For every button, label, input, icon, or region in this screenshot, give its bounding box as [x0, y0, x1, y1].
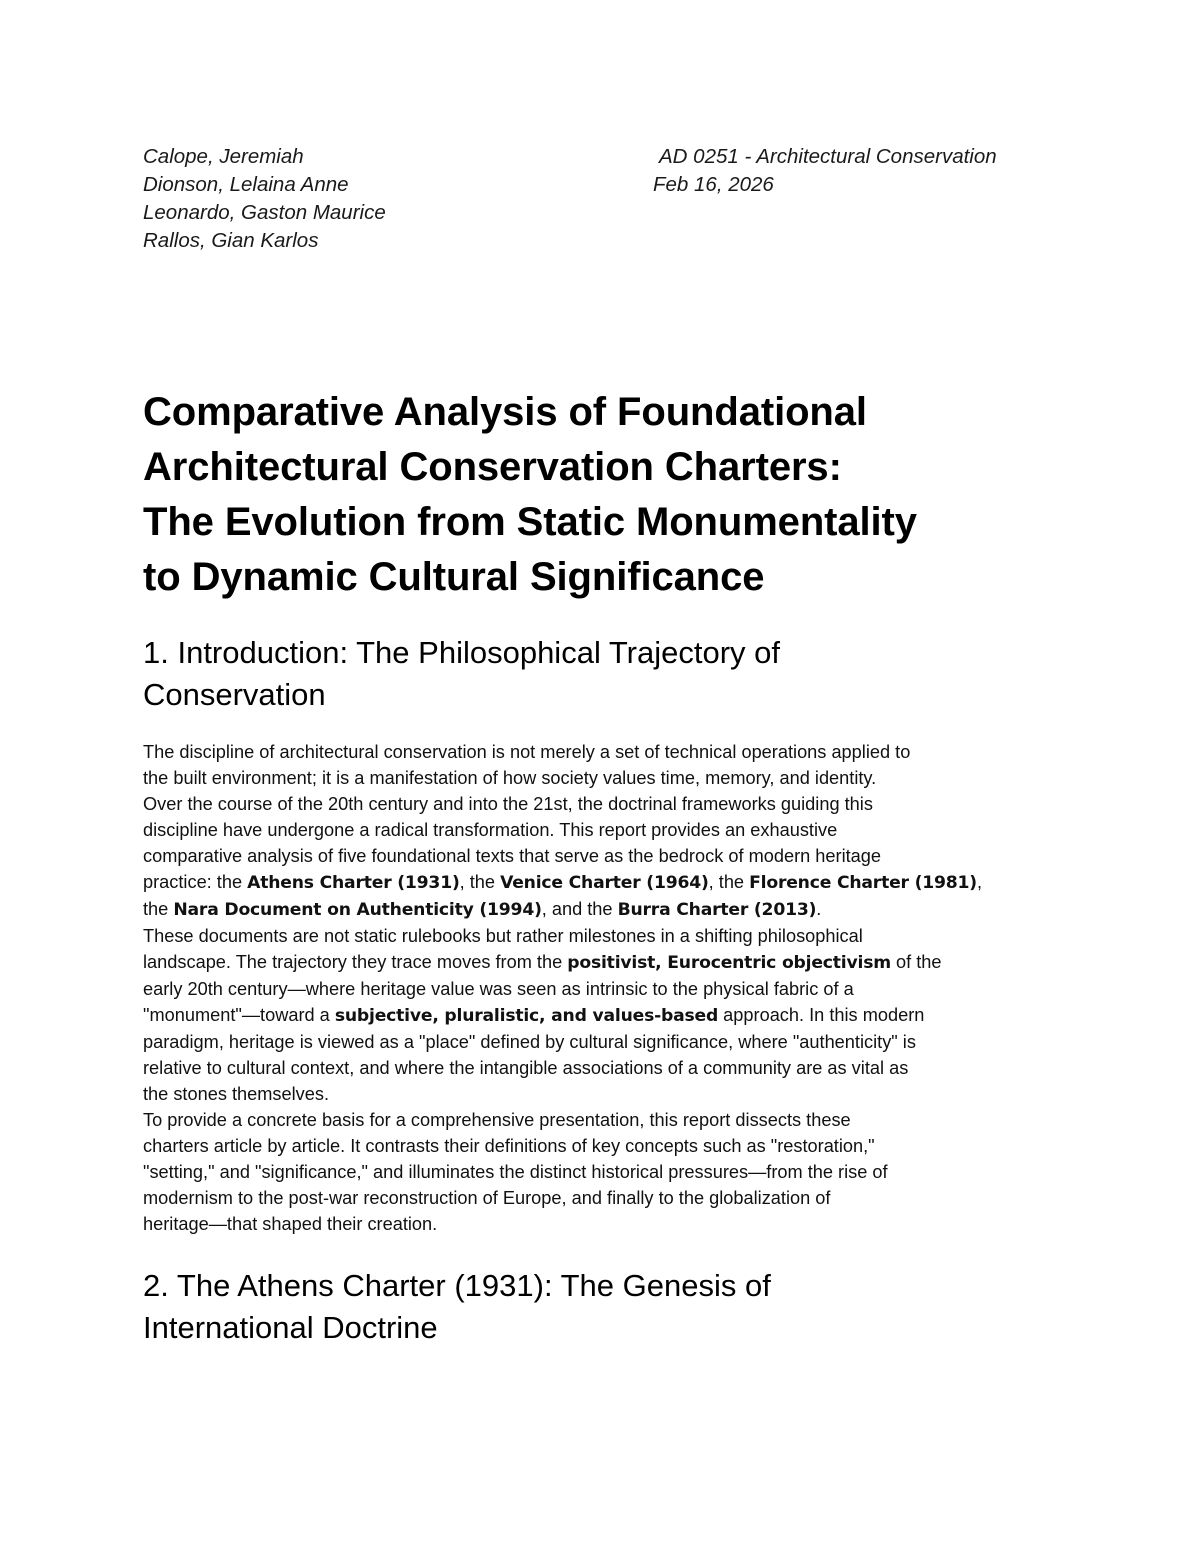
text-line: heritage—that shaped their creation. [143, 1214, 438, 1234]
paragraph [143, 923, 1103, 1107]
text-run: , [976, 872, 983, 892]
charter-name: Venice Charter (1964) [500, 873, 709, 893]
text-line: modernism to the post-war reconstruction of Europe, and finally to the globalization of [143, 1188, 831, 1208]
text-line: paradigm, heritage is viewed as a "place" defined by cultural significance, where "authenticity" is [143, 1032, 916, 1052]
paragraph [143, 1107, 1103, 1237]
text-line: The discipline of architectural conservation is not merely a set of technical operations applied to [143, 742, 911, 762]
text-line [143, 896, 1103, 923]
section-2-heading [143, 1265, 1103, 1349]
section-1-heading [143, 632, 1103, 716]
text-run: "monument"—toward a [143, 1005, 335, 1025]
title-line: Comparative Analysis of Foundational [143, 390, 867, 434]
text-line: discipline have undergone a radical transformation. This report provides an exhaustive [143, 820, 838, 840]
title-line: The Evolution from Static Monumentality [143, 500, 917, 544]
text-line: the stones themselves. [143, 1084, 330, 1104]
text-line: To provide a concrete basis for a comprehensive presentation, this report dissects these [143, 1110, 851, 1130]
text-line: charters article by article. It contrasts their definitions of key concepts such as "restoration," [143, 1136, 875, 1156]
text-run: practice: the [143, 872, 248, 892]
title-line: Architectural Conservation Charters: [143, 445, 842, 489]
text-line: comparative analysis of five foundational texts that serve as the bedrock of modern heritage [143, 846, 882, 866]
charter-name: Florence Charter (1981) [749, 873, 977, 893]
paragraph [143, 739, 1103, 923]
charter-name: Nara Document on Authenticity (1994) [173, 900, 542, 920]
emphasis: subjective, pluralistic, and values-based [334, 1006, 719, 1026]
heading-line: 2. The Athens Charter (1931): The Genesis of [143, 1268, 771, 1303]
text-line [143, 949, 1103, 976]
text-run: approach. In this modern [718, 1005, 925, 1025]
text-run: , the [459, 872, 501, 892]
section-1-body [143, 739, 1103, 1237]
document-title [143, 385, 1103, 605]
author-name: Dionson, Lelaina Anne [143, 173, 349, 196]
charter-name: Athens Charter (1931) [247, 873, 460, 893]
text-run: the [143, 899, 174, 919]
author-name: Calope, Jeremiah [143, 145, 304, 168]
text-run: landscape. The trajectory they trace moves from the [143, 952, 568, 972]
text-run: . [816, 899, 822, 919]
text-line: the built environment; it is a manifestation of how society values time, memory, and identity. [143, 768, 877, 788]
course-code: AD 0251 - Architectural Conservation [659, 145, 997, 168]
author-list [143, 143, 386, 255]
emphasis: positivist, Eurocentric objectivism [567, 953, 891, 973]
text-line [143, 1002, 1103, 1029]
charter-name: Burra Charter (2013) [617, 900, 817, 920]
text-line: Over the course of the 20th century and into the 21st, the doctrinal frameworks guiding this [143, 794, 873, 814]
author-name: Rallos, Gian Karlos [143, 229, 319, 252]
text-line: relative to cultural context, and where the intangible associations of a community are as vital as [143, 1058, 909, 1078]
text-run: , the [708, 872, 750, 892]
author-name: Leonardo, Gaston Maurice [143, 201, 386, 224]
text-line: These documents are not static rulebooks but rather milestones in a shifting philosophical [143, 926, 863, 946]
text-line: early 20th century—where heritage value was seen as intrinsic to the physical fabric of a [143, 979, 854, 999]
text-run: , and the [541, 899, 618, 919]
heading-line: Conservation [143, 677, 326, 712]
heading-line: International Doctrine [143, 1310, 438, 1345]
heading-line: 1. Introduction: The Philosophical Trajectory of [143, 635, 780, 670]
course-info [653, 143, 997, 199]
title-line: to Dynamic Cultural Significance [143, 555, 765, 599]
text-line: "setting," and "significance," and illuminates the distinct historical pressures—from the rise of [143, 1162, 888, 1182]
document-date: Feb 16, 2026 [653, 173, 774, 196]
text-run: of the [890, 952, 942, 972]
text-line [143, 869, 1103, 896]
